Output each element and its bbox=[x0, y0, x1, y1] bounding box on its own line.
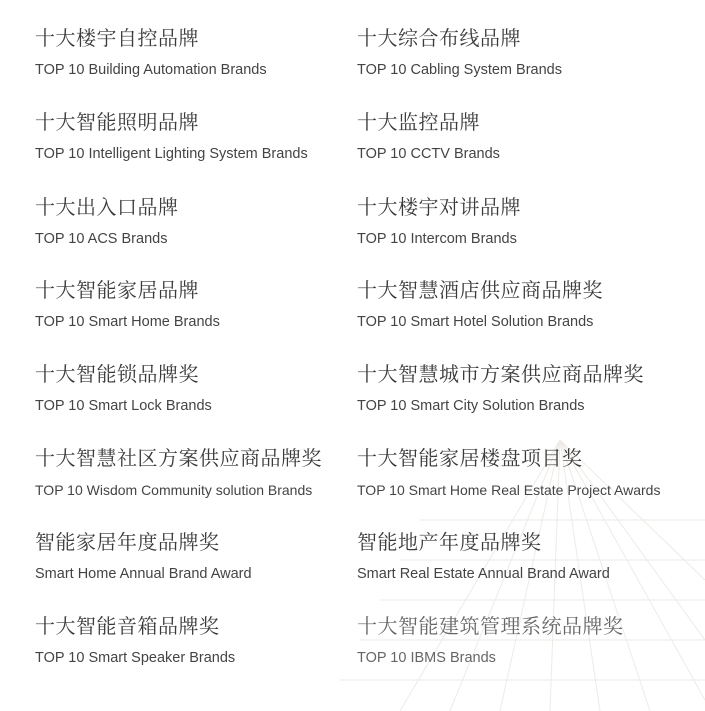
award-item bbox=[35, 362, 380, 415]
award-title-zh: 十大智能家居品牌 bbox=[35, 278, 199, 302]
award-title-zh: 十大楼宇自控品牌 bbox=[35, 26, 199, 50]
award-item bbox=[35, 110, 380, 163]
award-title-en: TOP 10 Wisdom Community solution Brands bbox=[35, 482, 313, 498]
award-item bbox=[357, 362, 702, 415]
award-title-en: TOP 10 Building Automation Brands bbox=[35, 62, 267, 78]
award-item bbox=[357, 614, 702, 667]
award-item bbox=[35, 26, 380, 79]
award-title-zh: 十大出入口品牌 bbox=[35, 195, 179, 219]
award-title-en: TOP 10 Smart Speaker Brands bbox=[35, 650, 236, 666]
award-title-en: Smart Home Annual Brand Award bbox=[35, 566, 252, 582]
award-title-en: TOP 10 Intercom Brands bbox=[357, 231, 517, 247]
award-title-en: TOP 10 Smart Lock Brands bbox=[35, 398, 212, 414]
award-item bbox=[35, 278, 380, 331]
award-title-en: TOP 10 Smart City Solution Brands bbox=[357, 398, 585, 414]
award-title-en: TOP 10 CCTV Brands bbox=[357, 146, 500, 162]
award-title-zh: 十大智能家居楼盘项目奖 bbox=[357, 446, 583, 470]
award-title-zh: 十大智慧社区方案供应商品牌奖 bbox=[35, 446, 322, 470]
award-title-en: TOP 10 IBMS Brands bbox=[357, 650, 496, 666]
award-item bbox=[357, 195, 702, 248]
award-title-zh: 十大智慧城市方案供应商品牌奖 bbox=[357, 362, 644, 386]
award-title-en: TOP 10 ACS Brands bbox=[35, 231, 168, 247]
award-title-zh: 十大智能建筑管理系统品牌奖 bbox=[357, 614, 624, 638]
award-title-en: TOP 10 Smart Home Real Estate Project Awards bbox=[357, 482, 661, 498]
award-title-zh: 智能家居年度品牌奖 bbox=[35, 530, 220, 554]
award-item bbox=[357, 530, 702, 583]
award-title-zh: 十大综合布线品牌 bbox=[357, 26, 521, 50]
award-title-zh: 十大智能照明品牌 bbox=[35, 110, 199, 134]
award-title-en: TOP 10 Intelligent Lighting System Brands bbox=[35, 146, 308, 162]
award-item bbox=[357, 110, 702, 163]
award-item bbox=[35, 614, 380, 667]
award-item bbox=[357, 278, 702, 331]
award-title-zh: 十大智能锁品牌奖 bbox=[35, 362, 199, 386]
award-title-en: Smart Real Estate Annual Brand Award bbox=[357, 566, 610, 582]
award-item bbox=[357, 446, 702, 499]
award-title-zh: 十大智能音箱品牌奖 bbox=[35, 614, 220, 638]
award-title-zh: 十大楼宇对讲品牌 bbox=[357, 195, 521, 219]
award-item bbox=[35, 195, 380, 248]
award-title-en: TOP 10 Smart Home Brands bbox=[35, 314, 220, 330]
award-title-zh: 智能地产年度品牌奖 bbox=[357, 530, 542, 554]
award-item bbox=[357, 26, 702, 79]
award-title-en: TOP 10 Smart Hotel Solution Brands bbox=[357, 314, 594, 330]
award-title-zh: 十大智慧酒店供应商品牌奖 bbox=[357, 278, 603, 302]
award-item bbox=[35, 530, 380, 583]
award-item bbox=[35, 446, 380, 499]
award-title-zh: 十大监控品牌 bbox=[357, 110, 480, 134]
award-title-en: TOP 10 Cabling System Brands bbox=[357, 62, 562, 78]
